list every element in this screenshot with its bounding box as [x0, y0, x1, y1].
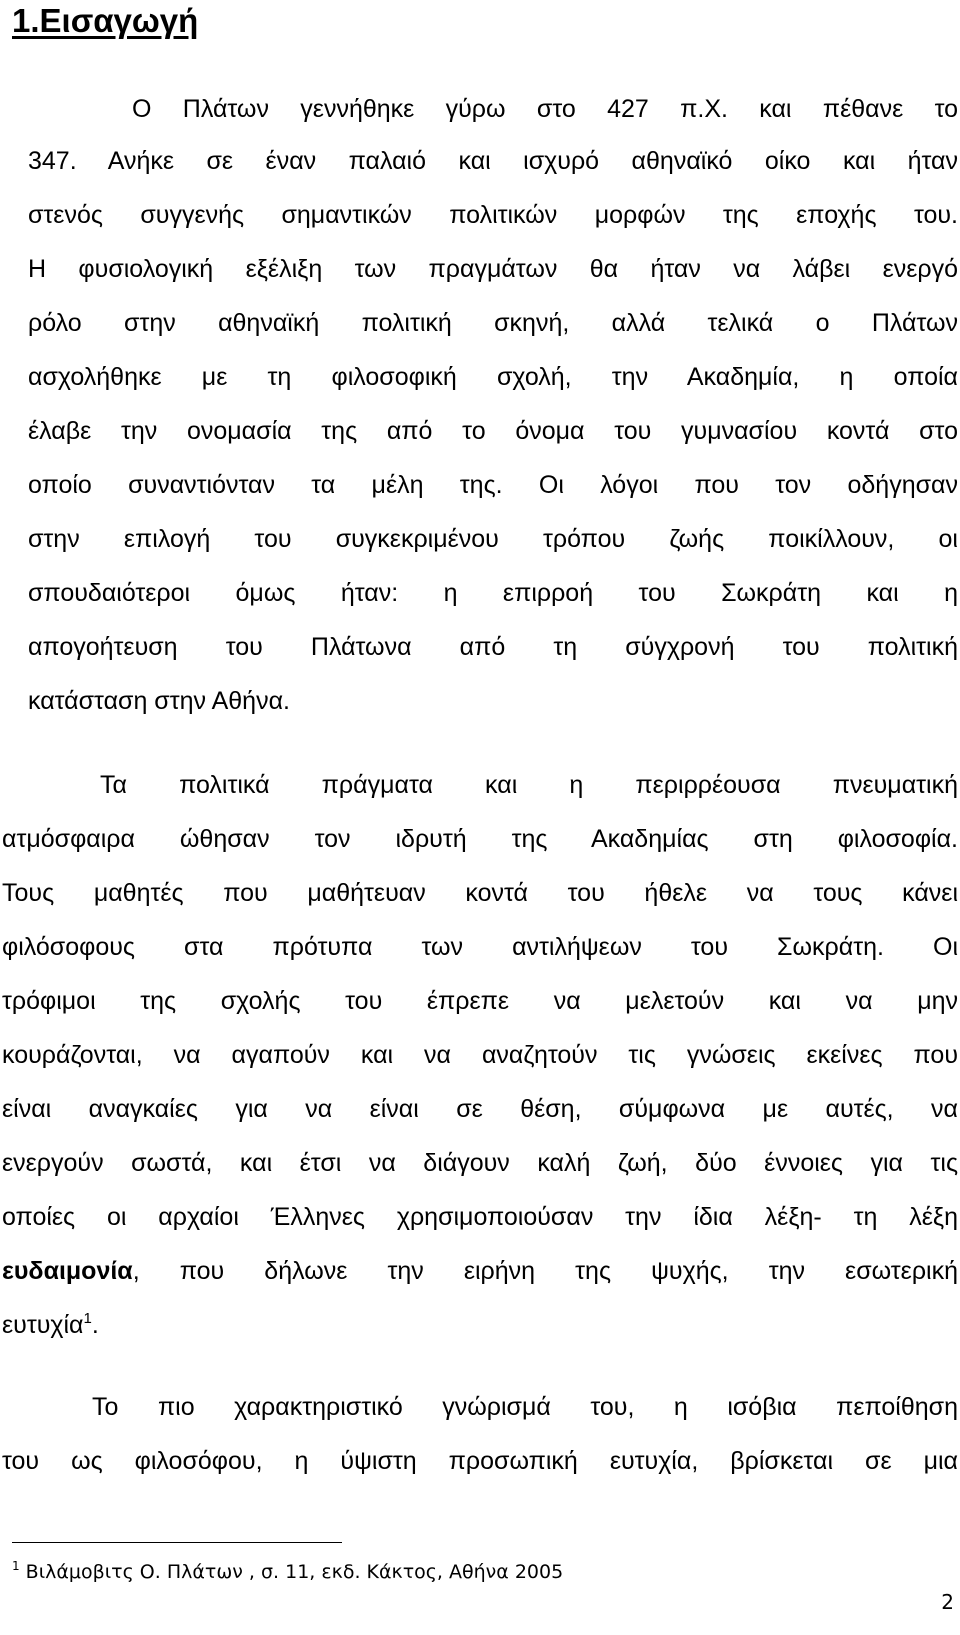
- paragraph-line: φιλόσοφους στα πρότυπα των αντιλήψεων του Σωκράτη. Οι: [2, 933, 958, 961]
- bold-term: ευδαιμονία: [2, 1257, 133, 1285]
- paragraph-line-text: ευτυχία: [2, 1311, 84, 1339]
- paragraph-line: ενεργούν σωστά, και έτσι να διάγουν καλή ζωή, δύο έννοιες για τις: [2, 1149, 958, 1177]
- paragraph-line: κατάσταση στην Αθήνα.: [28, 687, 290, 715]
- paragraph-line: [2, 1256, 958, 1286]
- footnote-separator: [12, 1542, 342, 1543]
- paragraph-line: στην επιλογή του συγκεκριμένου τρόπου ζωής ποικίλλουν, οι: [28, 525, 958, 553]
- paragraph-line: Το πιο χαρακτηριστικό γνώρισμά του, η ισόβια πεποίθηση: [92, 1393, 958, 1421]
- paragraph-line: Ο Πλάτων γεννήθηκε γύρω στο 427 π.Χ. και πέθανε το: [132, 95, 958, 123]
- paragraph-line: [2, 1310, 958, 1340]
- paragraph-line: ατμόσφαιρα ώθησαν τον ιδρυτή της Ακαδημίας στη φιλοσοφία.: [2, 825, 958, 853]
- footnote-text: Βιλάμοβιτς Ο. Πλάτων , σ. 11, εκδ. Κάκτος, Αθήνα 2005: [19, 1561, 564, 1583]
- page-number: 2: [941, 1590, 954, 1614]
- paragraph-line: είναι αναγκαίες για να είναι σε θέση, σύμφωνα με αυτές, να: [2, 1095, 958, 1123]
- sentence-end: .: [91, 1311, 99, 1339]
- paragraph-line: του ως φιλοσόφου, η ύψιστη προσωπική ευτυχία, βρίσκεται σε μια: [2, 1447, 958, 1475]
- paragraph-line: τρόφιμοι της σχολής του έπρεπε να μελετούν και να μην: [2, 987, 958, 1015]
- footnote-number: 1: [12, 1559, 20, 1573]
- paragraph-line: Τα πολιτικά πράγματα και η περιρρέουσα πνευματική: [100, 771, 958, 799]
- paragraph-line: κουράζονται, να αγαπούν και να αναζητούν τις γνώσεις εκείνες που: [2, 1041, 958, 1069]
- paragraph-line: σπουδαιότεροι όμως ήταν: η επιρροή του Σωκράτη και η: [28, 579, 958, 607]
- paragraph-line-rest: , που δήλωνε την ειρήνη της ψυχής, την εσωτερική: [132, 1257, 958, 1285]
- footnote-reference[interactable]: 1: [83, 1310, 92, 1327]
- section-heading: 1.Εισαγωγή: [12, 2, 199, 39]
- paragraph-line: 347. Ανήκε σε έναν παλαιό και ισχυρό αθηναϊκό οίκο και ήταν: [28, 147, 958, 175]
- paragraph-line: ρόλο στην αθηναϊκή πολιτική σκηνή, αλλά τελικά ο Πλάτων: [28, 309, 958, 337]
- paragraph-line: οποίο συναντιόνταν τα μέλη της. Οι λόγοι που τον οδήγησαν: [28, 471, 958, 499]
- paragraph-line: ασχολήθηκε με τη φιλοσοφική σχολή, την Ακαδημία, η οποία: [28, 363, 958, 391]
- footnote: [12, 1560, 563, 1584]
- paragraph-line: Η φυσιολογική εξέλιξη των πραγμάτων θα ήταν να λάβει ενεργό: [28, 255, 958, 283]
- paragraph-line: οποίες οι αρχαίοι Έλληνες χρησιμοποιούσαν την ίδια λέξη- τη λέξη: [2, 1203, 958, 1231]
- paragraph-line: απογοήτευση του Πλάτωνα από τη σύγχρονή του πολιτική: [28, 633, 958, 661]
- paragraph-line: στενός συγγενής σημαντικών πολιτικών μορφών της εποχής του.: [28, 201, 958, 229]
- paragraph-line: έλαβε την ονομασία της από το όνομα του γυμνασίου κοντά στο: [28, 417, 958, 445]
- paragraph-line: Τους μαθητές που μαθήτευαν κοντά του ήθελε να τους κάνει: [2, 879, 958, 907]
